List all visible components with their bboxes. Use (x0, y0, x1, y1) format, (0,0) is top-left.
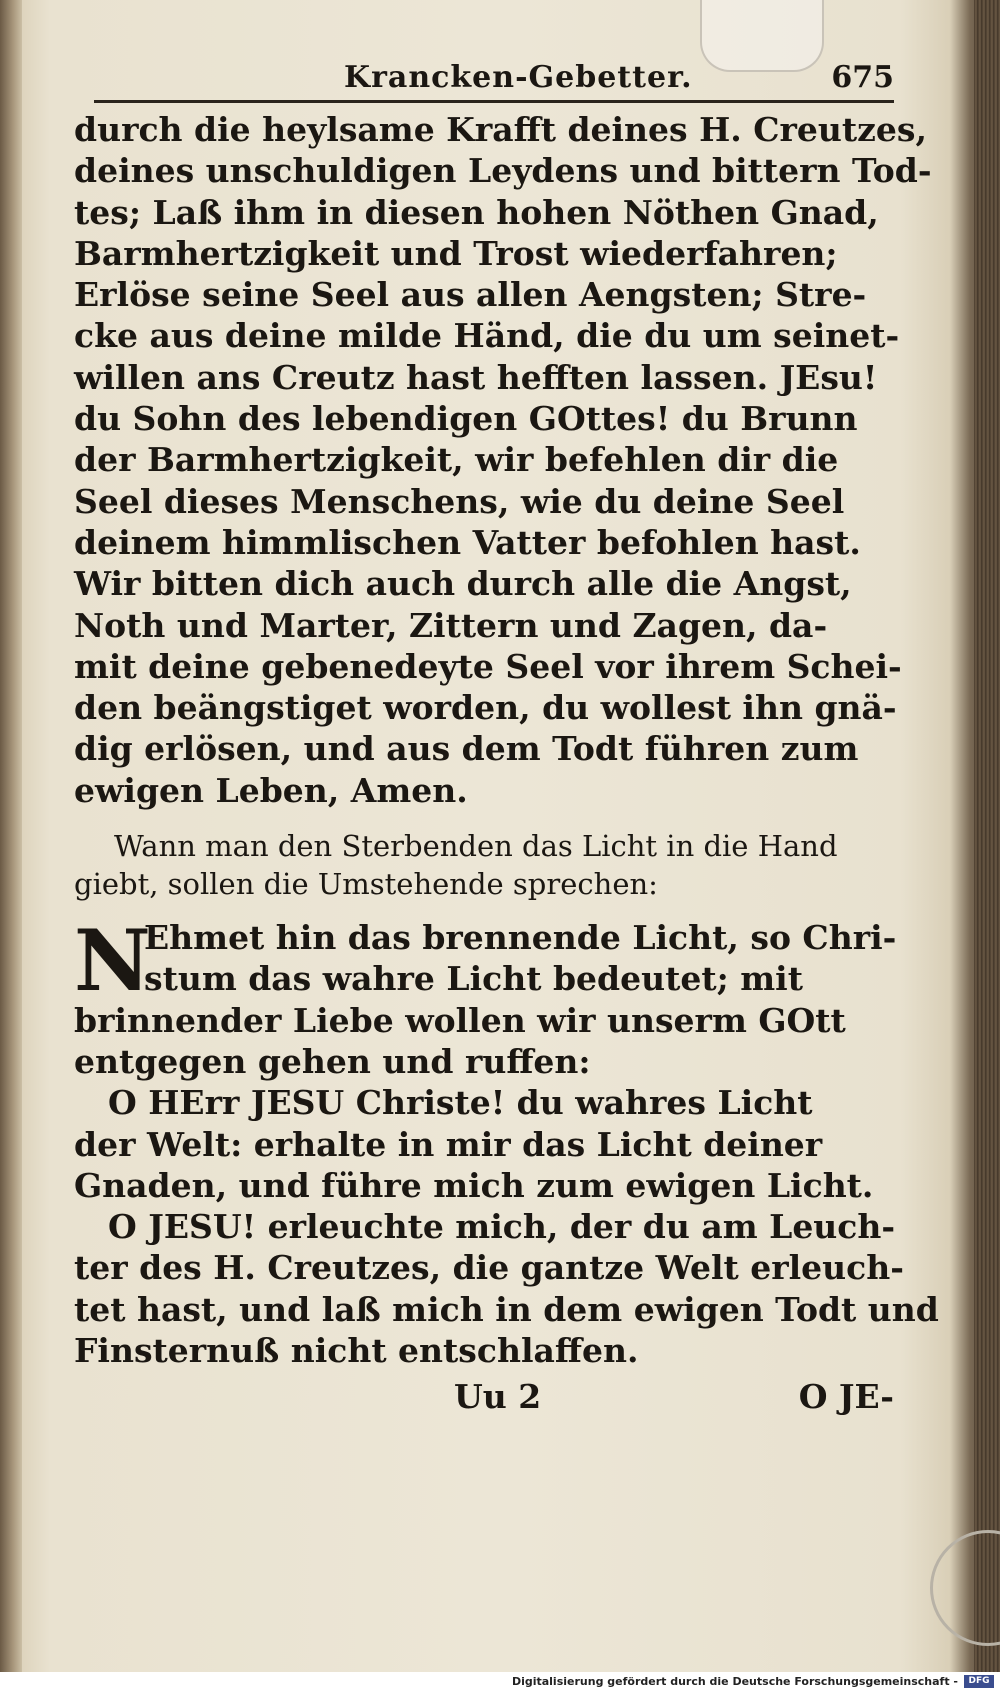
ring-mark (930, 1530, 1000, 1646)
page-header (94, 56, 894, 103)
dfg-logo: DFG (964, 1675, 994, 1688)
prayer-paragraph-3 (74, 1082, 894, 1206)
text-line: dig erlösen, und aus dem Todt führen zum (74, 729, 859, 769)
text-line: du Sohn des lebendigen GOttes! du Brunn (74, 399, 858, 439)
prayer-paragraph-1 (74, 109, 932, 811)
page-footer (74, 1375, 894, 1425)
digitization-credit-bar (0, 1672, 1000, 1692)
book-gutter-edge (0, 0, 22, 1672)
credit-text: Digitalisierung gefördert durch die Deutsche Forschungsgemeinschaft - (511, 1675, 958, 1688)
text-line: mit deine gebenedeyte Seel vor ihrem Schei- (74, 646, 902, 686)
signature-mark: Uu 2 (454, 1377, 542, 1417)
text-line: deines unschuldigen Leydens und bittern Tod- (74, 151, 932, 191)
text-line: der Welt: erhalte in mir das Licht deiner (74, 1124, 823, 1164)
book-fore-edge (974, 0, 1000, 1672)
catchword: O JE- (798, 1377, 894, 1417)
rubric-line: giebt, sollen die Umstehende sprechen: (74, 867, 658, 902)
text-line: ewigen Leben, Amen. (74, 770, 468, 810)
text-line: willen ans Creutz hast hefften lassen. JEsu! (74, 357, 878, 397)
text-line: stum das wahre Licht bedeutet; mit (144, 959, 803, 999)
text-line: Wir bitten dich auch durch alle die Angst, (74, 564, 852, 604)
rubric-line: Wann man den Sterbenden das Licht in die Hand (114, 829, 838, 864)
text-line: tes; Laß ihm in diesen hohen Nöthen Gnad, (74, 192, 879, 232)
text-line: Ehmet hin das brennende Licht, so Chri- (144, 918, 897, 958)
text-line: der Barmhertzigkeit, wir befehlen dir die (74, 440, 839, 480)
text-line: Barmhertzigkeit und Trost wiederfahren; (74, 233, 838, 273)
drop-capital: N (74, 911, 151, 1011)
running-head: Krancken-Gebetter. (344, 60, 693, 95)
text-line: cke aus deine milde Händ, die du um seinet- (74, 316, 900, 356)
text-line: ter des H. Creutzes, die gantze Welt erleuch- (74, 1248, 904, 1288)
prayer-paragraph-2 (74, 911, 897, 1082)
text-line: Finsternuß nicht entschlaffen. (74, 1331, 639, 1371)
text-line: den beängstiget worden, du wollest ihn gnä- (74, 688, 897, 728)
text-line: Gnaden, und führe mich zum ewigen Licht. (74, 1165, 874, 1205)
page-number: 675 (831, 60, 894, 95)
text-line: brinnender Liebe wollen wir unserm GOtt (74, 1000, 846, 1040)
page-text-block (74, 56, 939, 1425)
text-line: O HErr JESU Christe! du wahres Licht (108, 1083, 813, 1123)
text-line: deinem himmlischen Vatter befohlen hast. (74, 522, 861, 562)
text-line: tet hast, und laß mich in dem ewigen Todt und (74, 1289, 939, 1329)
text-line: O JESU! erleuchte mich, der du am Leuch- (108, 1207, 896, 1247)
text-line: Noth und Marter, Zittern und Zagen, da- (74, 605, 828, 645)
text-line: durch die heylsame Krafft deines H. Creutzes, (74, 110, 927, 149)
text-line: Erlöse seine Seel aus allen Aengsten; Stre- (74, 275, 867, 315)
text-line: Seel dieses Menschens, wie du deine Seel (74, 481, 845, 521)
text-line: entgegen gehen und ruffen: (74, 1041, 591, 1081)
prayer-paragraph-4 (74, 1206, 939, 1371)
rubric-instruction (74, 827, 894, 903)
